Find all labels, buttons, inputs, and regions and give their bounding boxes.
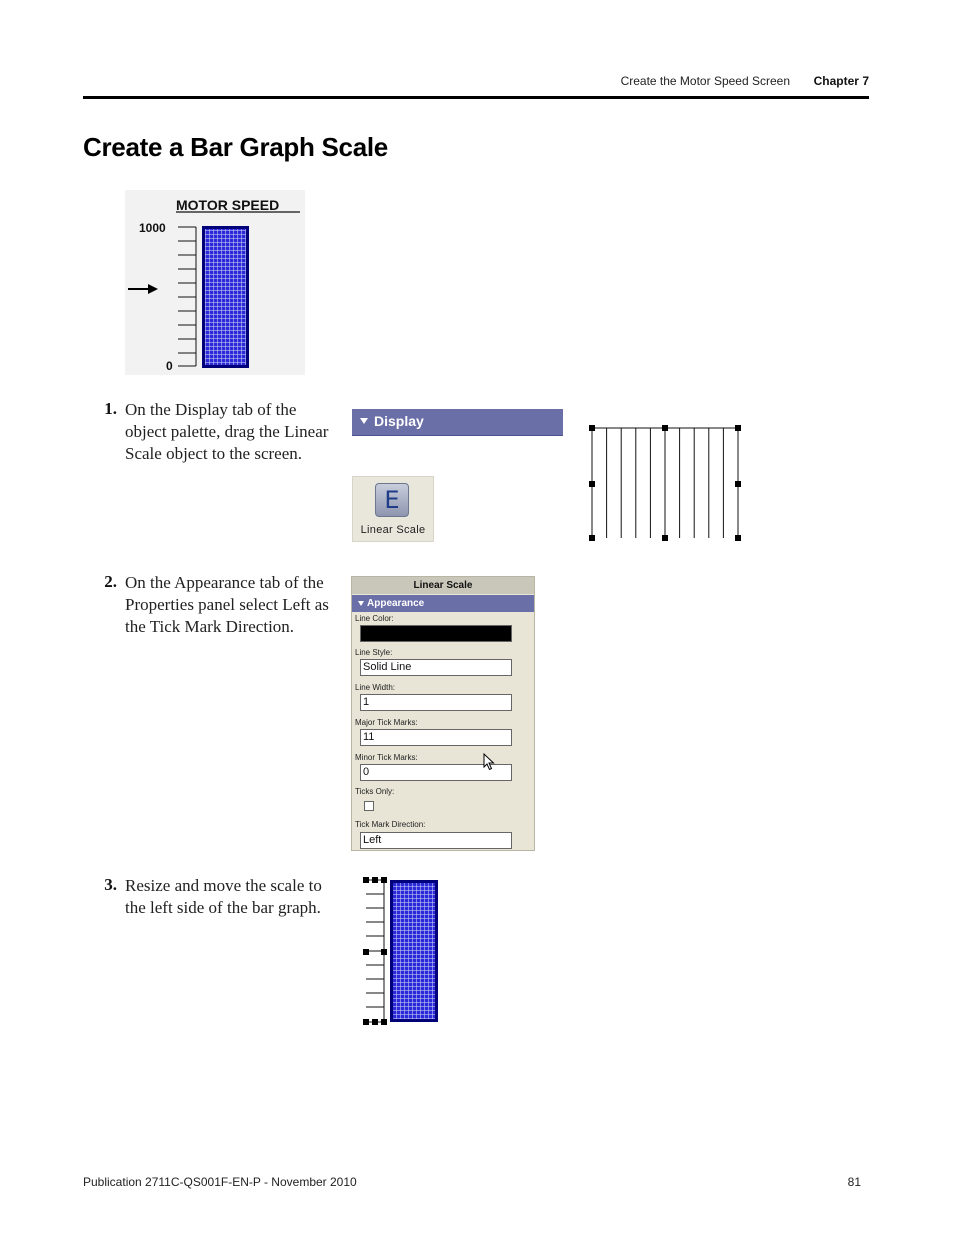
linear-scale-palette-button[interactable] [352, 476, 434, 542]
appearance-tab[interactable] [352, 595, 534, 612]
step-2-number: 2. [104, 572, 117, 591]
properties-panel [351, 576, 535, 851]
bar-graph [390, 880, 438, 1022]
scale-max-label: 1000 [139, 221, 166, 235]
line-width-field[interactable]: 1 [360, 694, 512, 711]
linear-scale-object-selected[interactable] [586, 422, 744, 551]
motor-speed-caption: MOTOR SPEED [176, 197, 280, 213]
linear-scale-icon: E [375, 483, 409, 517]
resized-scale-with-bar-graph [360, 874, 442, 1035]
step-2-text: On the Appearance tab of the Properties panel select Left as the Tick Mark Direction. [125, 573, 329, 636]
tick-mark-direction-field[interactable]: Left [360, 832, 512, 849]
mouse-cursor-icon [483, 753, 495, 776]
linear-scale-button-label: Linear Scale [360, 524, 426, 536]
header-rule [83, 96, 869, 99]
major-tick-marks-label: Major Tick Marks: [355, 718, 418, 727]
scale-min-label: 0 [166, 359, 173, 373]
minor-tick-marks-label: Minor Tick Marks: [355, 753, 418, 762]
line-style-field[interactable]: Solid Line [360, 659, 512, 676]
ticks-only-label: Ticks Only: [355, 787, 395, 796]
page-title: Create a Bar Graph Scale [83, 132, 388, 162]
line-width-label: Line Width: [355, 683, 396, 692]
triangle-down-icon [360, 418, 368, 424]
line-style-label: Line Style: [355, 648, 393, 657]
display-tab-label: Display [374, 413, 424, 429]
running-header-section: Create the Motor Speed Screen [620, 74, 790, 88]
tick-mark-direction-label: Tick Mark Direction: [355, 820, 426, 829]
ticks-only-checkbox[interactable] [364, 801, 374, 811]
running-header-chapter: Chapter 7 [813, 74, 869, 88]
step-1-text: On the Display tab of the object palette, drag the Linear Scale object to the screen. [125, 400, 329, 463]
major-tick-marks-field[interactable]: 11 [360, 729, 512, 746]
step-3-text: Resize and move the scale to the left side of the bar graph. [125, 876, 322, 917]
minor-tick-marks-field[interactable]: 0 [360, 764, 512, 781]
line-color-label: Line Color: [355, 614, 394, 623]
footer-page-number: 81 [847, 1175, 861, 1189]
footer-publication: Publication 2711C-QS001F-EN-P - November 2010 [83, 1175, 357, 1189]
properties-panel-title: Linear Scale [352, 577, 534, 594]
bar-graph [202, 226, 249, 368]
step-3-number: 3. [104, 875, 117, 894]
step-1-number: 1. [104, 399, 117, 418]
line-color-swatch[interactable] [360, 625, 512, 642]
triangle-down-icon [358, 601, 364, 606]
motor-speed-figure [125, 190, 305, 380]
appearance-tab-label: Appearance [367, 598, 425, 609]
display-palette-tab[interactable] [352, 409, 563, 436]
